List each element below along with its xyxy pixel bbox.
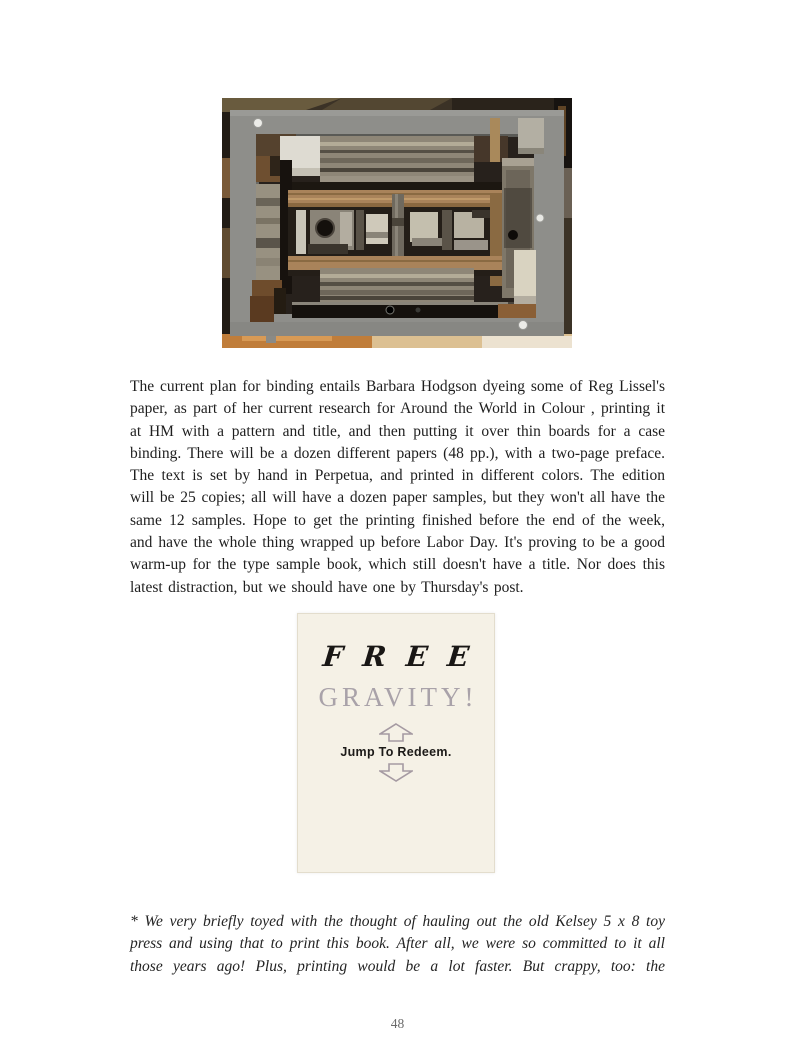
body-paragraph: The current plan for binding entails Barbara Hodgson dyeing some of Reg Lissel's paper, as part of her current research for Around the World in Colour , printing it at HM with a pattern and title, and then putting it over thin boards for a case binding. There will be a dozen different papers (48 pp.), with a two-page preface. The text is set by hand in Perpetua, and printed in different colors. The edition will be 25 copies; all will have a dozen paper samples, but they won't all have the same 12 samples. Hope to get the printing finished before the end of the week, and have the whole thing wrapped up before Labor Day. It's proving to be a good warm-up for the type sample book, which still doesn't have a title. Nor does this latest distraction, but we should have one by Thursday's post. (130, 378, 665, 596)
up-arrow-icon (379, 723, 413, 742)
free-gravity-card (297, 613, 495, 873)
footnote-paragraph: * We very briefly toyed with the thought of hauling out the old Kelsey 5 x 8 toy press and using that to print this book. After all, we were so committed to it all those years ago! Plus, printing would be a lot faster. But crappy, too: the (130, 913, 665, 975)
card-gravity-text: GRAVITY! (318, 682, 478, 712)
card-redeem-text: Jump To Redeem. (340, 745, 452, 759)
letterpress-chase-illustration (222, 98, 572, 348)
letterpress-chase-photo (222, 98, 572, 348)
page-number: 48 (390, 1016, 405, 1031)
down-arrow-icon (379, 763, 413, 782)
card-free-text: FREE (321, 640, 491, 673)
